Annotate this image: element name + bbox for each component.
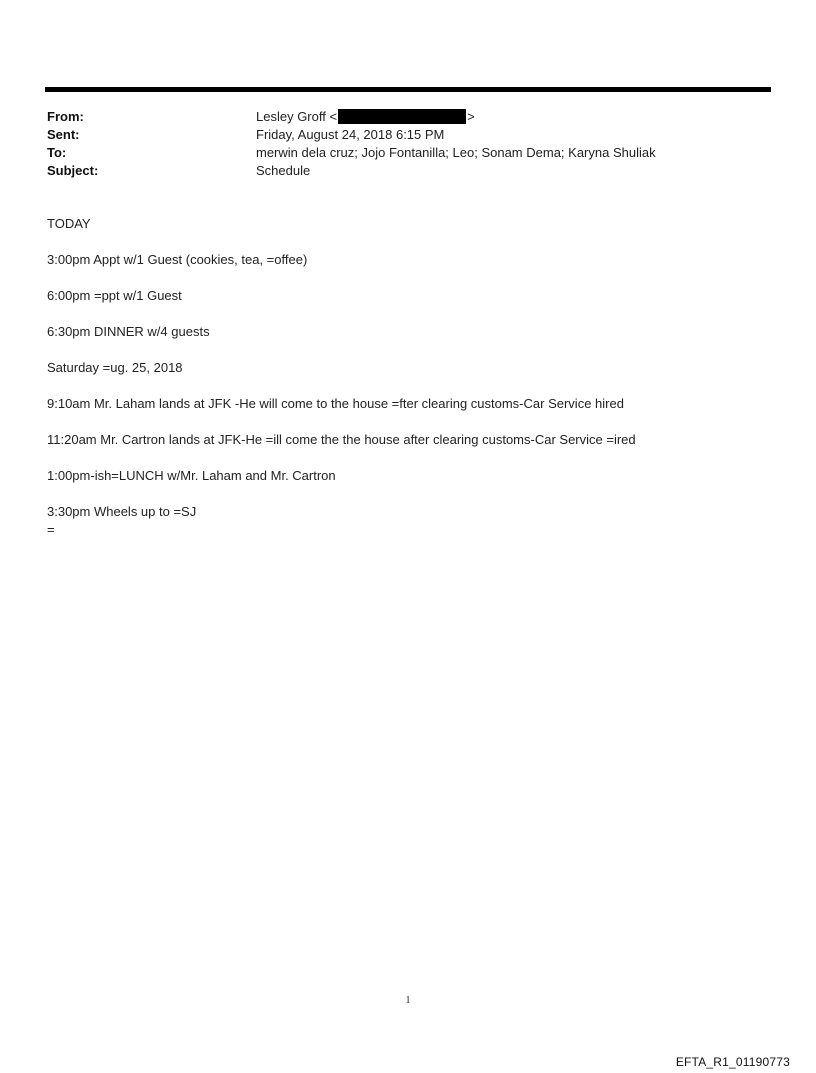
from-row — [47, 108, 767, 126]
sent-value: Friday, August 24, 2018 6:15 PM — [256, 127, 445, 142]
body-line: 1:00pm-ish=LUNCH w/Mr. Laham and Mr. Cartron — [47, 468, 336, 483]
header-rule — [45, 87, 771, 92]
body-line: 6:30pm DINNER w/4 guests — [47, 324, 210, 339]
body-line: Saturday =ug. 25, 2018 — [47, 360, 183, 375]
page-number: 1 — [405, 995, 411, 1006]
sent-label: Sent: — [47, 127, 80, 142]
from-value — [256, 108, 475, 126]
email-header — [47, 108, 767, 180]
email-body — [47, 215, 777, 539]
to-value: merwin dela cruz; Jojo Fontanilla; Leo; Sonam Dema; Karyna Shuliak — [256, 145, 656, 160]
sent-row — [47, 126, 767, 144]
from-label: From: — [47, 109, 84, 124]
to-label: To: — [47, 145, 67, 160]
document-id: EFTA_R1_01190773 — [675, 1055, 790, 1069]
from-name: Lesley Groff < — [256, 109, 338, 124]
body-line: 3:30pm Wheels up to =SJ — [47, 504, 197, 519]
to-row — [47, 144, 767, 162]
subject-value: Schedule — [256, 163, 311, 178]
redacted-email-address — [338, 109, 466, 124]
from-close: > — [467, 109, 475, 124]
body-line: = — [47, 522, 55, 537]
body-line: 9:10am Mr. Laham lands at JFK -He will come to the house =fter clearing customs-Car Service hired — [47, 396, 624, 411]
subject-label: Subject: — [47, 163, 99, 178]
body-line: 11:20am Mr. Cartron lands at JFK-He =ill come the the house after clearing customs-Car Service =ired — [47, 432, 636, 447]
body-line: 6:00pm =ppt w/1 Guest — [47, 288, 182, 303]
body-line: TODAY — [47, 216, 91, 231]
subject-row — [47, 162, 767, 180]
body-line: 3:00pm Appt w/1 Guest (cookies, tea, =offee) — [47, 252, 308, 267]
